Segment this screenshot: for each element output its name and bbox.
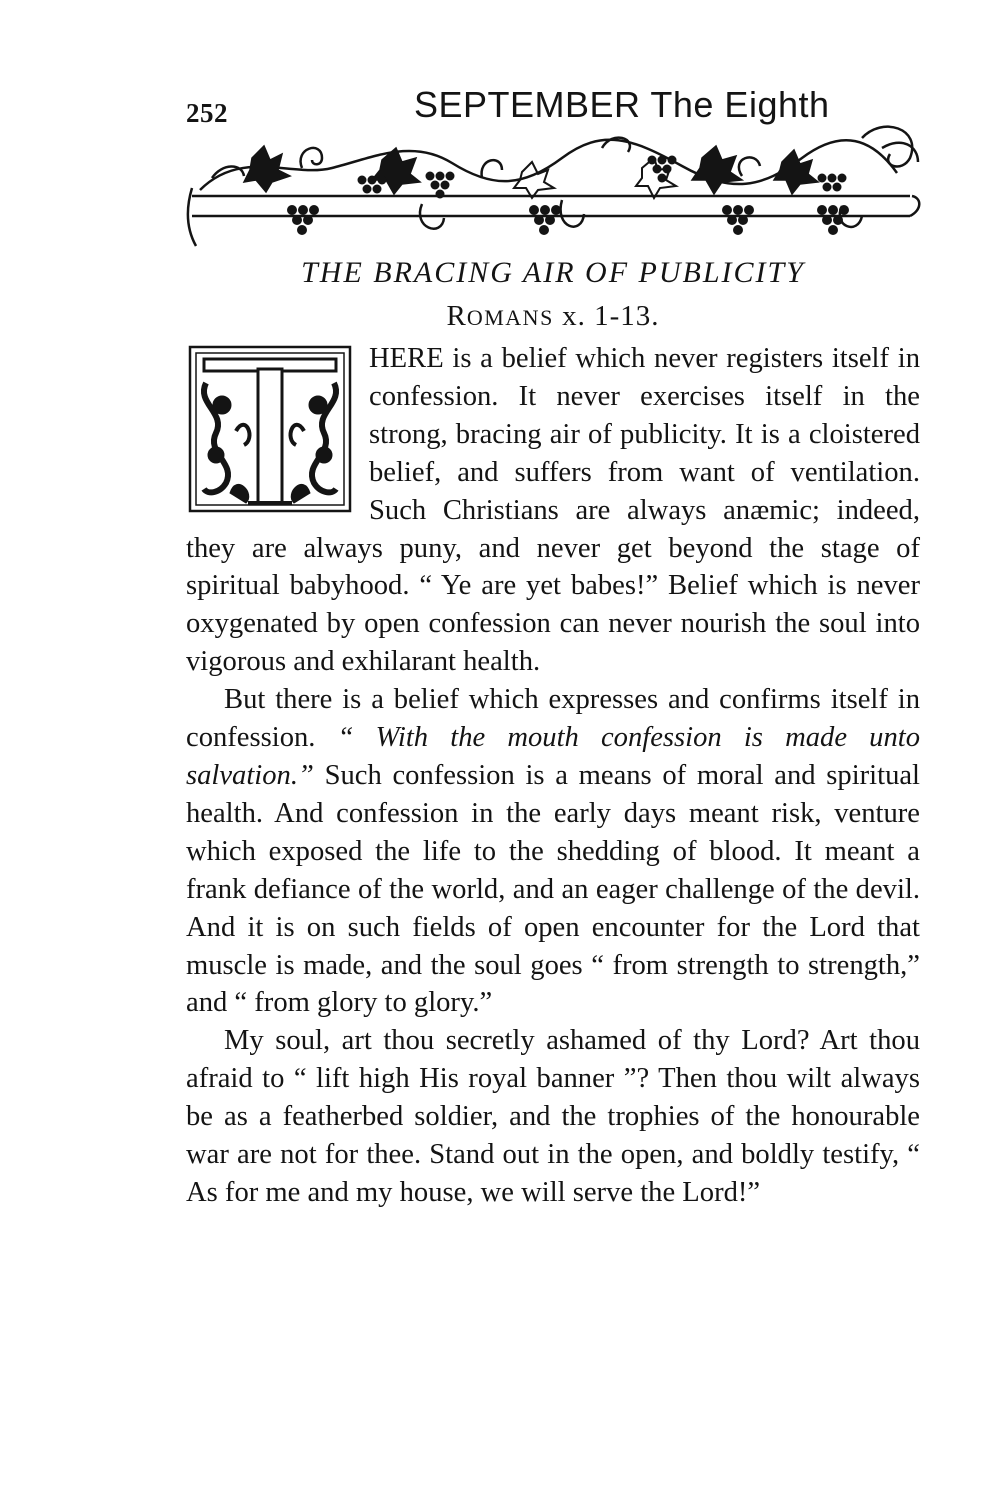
paragraph-3: My soul, art thou secretly ashamed of thy Lord? Art thou afraid to “ lift high His royal banner ”? Then thou wilt always be as a featherbed soldier, and the trophies of the honourable war are not for thee. Stand out in the open, and boldly testify, “ As for me and my house, we will serve the Lord!” [186,1025,920,1208]
paragraph-2-text-end: Such confession is a means of moral and spiritual health. And confession in the early days meant risk, venture which exposed the life to the shedding of blood. It meant a frank defiance of the world, and an eager challenge of the devil. And it is on such fields of open encounter for the Lord that muscle is made, and the soul goes “ from strength to strength,” and “ from glory to glory.” [186,759,920,1019]
reference-book-initial: R [446,300,467,332]
reference-chapter-verses: x. 1-13. [553,300,660,332]
paragraph-2-scripture-quote: “ With the mouth confession is made unto salvation.” [186,722,921,791]
body-text [186,340,920,1212]
paragraph-2-text-start: But there is a belief which expresses and confirms itself in confession. [186,684,920,754]
illuminated-initial-t-icon [186,343,354,515]
grapevine-banner-ornament-icon [182,118,927,248]
paragraph-1-text: HERE is a belief which never registers itself in confession. It never exercises itself in the strong, bracing air of publicity. It is a cloistered belief, and suffers from want of ventilation. Such Christians are always anæmic; indeed, they are always puny, and never get beyond the stage of spiritual babyhood. “ Ye are yet babes!” Belief which is never oxygenated by open confession can never nourish the soul into vigorous and exhilarant health. [186,343,920,678]
running-head: SEPTEMBER The Eighth [414,84,830,125]
page-number: 252 [186,98,228,128]
paragraph-2 [186,681,920,1022]
paragraph-1 [186,340,920,681]
reference-book-rest: OMANS [466,305,554,330]
scripture-reference [186,300,920,333]
chapter-title: THE BRACING AIR OF PUBLICITY [301,256,805,289]
